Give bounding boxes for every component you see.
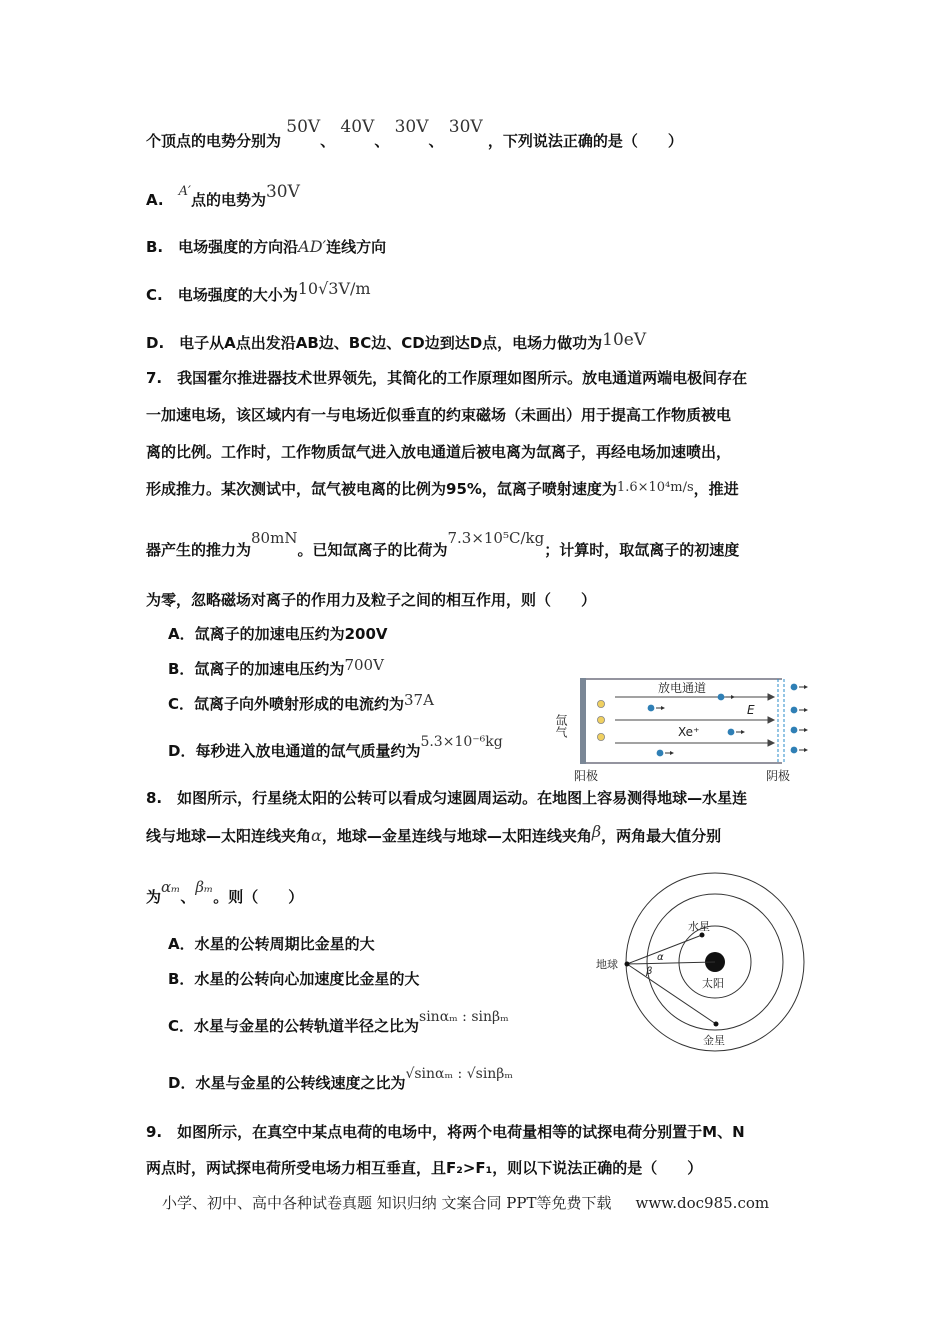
anode-label: 阳极 xyxy=(574,769,599,783)
q6-option-d xyxy=(146,330,647,353)
option-value: 10eV xyxy=(602,330,647,350)
mercury-dot xyxy=(700,933,705,938)
option-text: C．水星与金星的公转轨道半径之比为 xyxy=(168,1017,420,1035)
ion-speed: 1.6×10⁴m/s xyxy=(616,480,694,495)
cathode-label: 阴极 xyxy=(766,769,791,783)
q8-option-c xyxy=(168,1009,509,1037)
beta-label: β xyxy=(646,966,653,977)
line-symbol: AD′ xyxy=(298,237,327,256)
q6-potential-1: 50V xyxy=(286,117,321,137)
q6-option-a xyxy=(146,182,300,212)
option-text: D．水星与金星的公转线速度之比为 xyxy=(168,1074,406,1092)
q6-option-c xyxy=(146,279,371,305)
option-text: B. 电场强度的方向沿 xyxy=(146,238,299,256)
stem-text: ，两角最大值分别 xyxy=(601,827,722,845)
q7-stem-line-6: 为零，忽略磁场对离子的作用力及粒子之间的相互作用，则（ ） xyxy=(146,591,597,609)
option-text: D．每秒进入放电通道的氙气质量约为 xyxy=(168,742,421,760)
q7-option-a: A．氙离子的加速电压约为200V xyxy=(168,625,388,643)
angle-alpha-max: αₘ xyxy=(161,878,181,896)
angle-beta-max: βₘ xyxy=(195,878,214,896)
option-value: 30V xyxy=(265,182,300,202)
venus-dot xyxy=(714,1022,719,1027)
q6-stem xyxy=(146,117,683,151)
stem-text: ；计算时，取氙离子的初速度 xyxy=(544,541,740,559)
charge-mass-ratio: 7.3×10⁵C/kg xyxy=(447,529,545,547)
earth-dot xyxy=(625,962,630,967)
q7-stem-line-3: 离的比例。工作时，工作物质氙气进入放电通道后被电离为氙离子，再经电场加速喷出， xyxy=(146,443,732,461)
q7-option-d xyxy=(168,734,503,762)
separator: 、 xyxy=(180,888,196,906)
ion-label: Xe⁺ xyxy=(678,725,700,739)
sun-label: 太阳 xyxy=(702,977,724,990)
option-value: sinαₘ : sinβₘ xyxy=(419,1009,509,1025)
option-text: D. 电子从A点出发沿AB边、BC边、CD边到达D点，电场力做功为 xyxy=(146,334,603,352)
orbit-figure xyxy=(590,868,815,1056)
q8-stem-line-1: 8. 如图所示，行星绕太阳的公转可以看成匀速圆周运动。在地图上容易测得地球—水星连 xyxy=(146,789,748,807)
q8-stem-line-2 xyxy=(146,822,722,846)
option-text: C. 电场强度的大小为 xyxy=(146,286,298,304)
q7-stem-line-4 xyxy=(146,479,739,501)
earth-label: 地球 xyxy=(596,958,618,971)
channel-label: 放电通道 xyxy=(658,681,707,695)
option-value: 37A xyxy=(404,691,434,709)
q6-stem-tail: ，下列说法正确的是（ ） xyxy=(487,132,683,150)
hall-thruster-figure xyxy=(554,670,820,788)
page-footer xyxy=(162,1192,769,1213)
angle-beta: β xyxy=(591,822,602,841)
gas-atoms xyxy=(597,700,604,740)
q6-option-b xyxy=(146,237,386,257)
option-text-tail: 连线方向 xyxy=(326,238,387,256)
stem-text: 。则（ ） xyxy=(213,888,304,906)
mercury-label: 水星 xyxy=(688,920,710,933)
stem-text: 。已知氙离子的比荷为 xyxy=(297,541,448,559)
q7-stem-line-5 xyxy=(146,529,740,560)
alpha-label: α xyxy=(657,952,664,963)
option-value: 10√3V/m xyxy=(297,279,371,298)
stem-text: 为 xyxy=(146,888,162,906)
q8-option-b: B．水星的公转向心加速度比金星的大 xyxy=(168,970,420,988)
option-text: C．氙离子向外喷射形成的电流约为 xyxy=(168,695,405,713)
q9-stem-line-2: 两点时，两试探电荷所受电场力相互垂直，且F₂>F₁，则以下说法正确的是（ ） xyxy=(146,1159,703,1177)
q6-potential-3: 30V xyxy=(394,117,429,137)
option-value: 5.3×10⁻⁶kg xyxy=(420,734,503,750)
q8-option-d xyxy=(168,1066,513,1094)
q6-potential-2: 40V xyxy=(340,117,375,137)
separator: 、 xyxy=(320,132,336,150)
stem-text: ，地球—金星连线与地球—太阳连线夹角 xyxy=(321,827,592,845)
gas-label: 氙气 xyxy=(554,714,568,738)
anode-plate xyxy=(580,678,586,764)
angle-alpha: α xyxy=(311,826,322,845)
stem-text: 形成推力。某次测试中，氙气被电离的比例为95%，氙离子喷射速度为 xyxy=(146,480,617,498)
q6-stem-text: 个顶点的电势分别为 xyxy=(146,132,282,150)
thrust-value: 80mN xyxy=(251,529,298,547)
separator: 、 xyxy=(374,132,390,150)
separator: 、 xyxy=(428,132,444,150)
stem-text: 线与地球—太阳连线夹角 xyxy=(146,827,312,845)
option-text: 点的电势为 xyxy=(190,191,266,209)
option-text: B．氙离子的加速电压约为 xyxy=(168,660,345,678)
q9-stem-line-1: 9. 如图所示，在真空中某点电荷的电场中，将两个电荷量相等的试探电荷分别置于M、N xyxy=(146,1123,745,1141)
q7-stem-line-1: 7. 我国霍尔推进器技术世界领先，其简化的工作原理如图所示。放电通道两端电极间存在 xyxy=(146,369,748,387)
q8-option-a: A．水星的公转周期比金星的大 xyxy=(168,935,375,953)
q8-stem-line-3 xyxy=(146,878,304,907)
q7-stem-line-2: 一加速电场，该区域内有一与电场近似垂直的约束磁场（未画出）用于提高工作物质被电 xyxy=(146,406,732,424)
option-value: √sinαₘ : √sinβₘ xyxy=(405,1066,513,1082)
field-label: E xyxy=(747,703,755,717)
footer-text: 小学、初中、高中各种试卷真题 知识归纳 文案合同 PPT等免费下载 xyxy=(162,1194,612,1212)
option-value: 700V xyxy=(344,656,384,674)
stem-text: 器产生的推力为 xyxy=(146,541,252,559)
footer-url[interactable]: www.doc985.com xyxy=(635,1194,770,1212)
q6-potential-4: 30V xyxy=(448,117,483,137)
venus-label: 金星 xyxy=(703,1034,725,1047)
point-symbol: A′ xyxy=(178,184,191,199)
q7-option-c xyxy=(168,691,434,714)
q7-option-b xyxy=(168,656,384,679)
stem-text: ，推进 xyxy=(693,480,739,498)
option-label: A. xyxy=(146,191,179,209)
